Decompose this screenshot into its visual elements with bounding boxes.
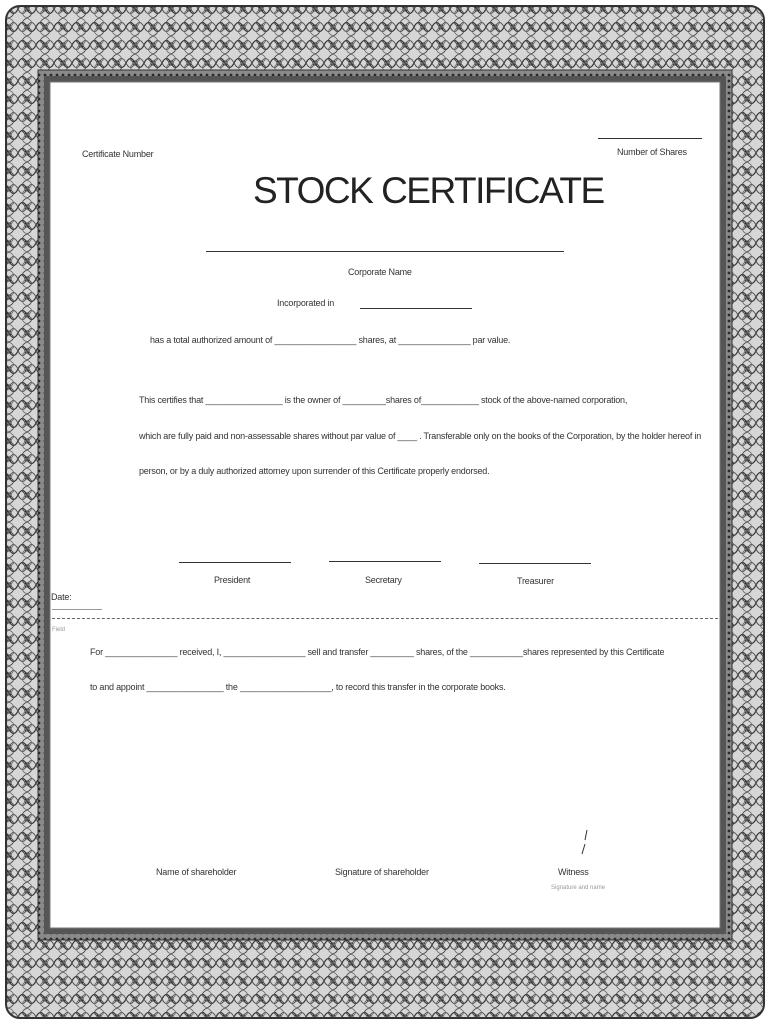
secretary-signature-line[interactable]	[329, 561, 441, 562]
president-signature-line[interactable]	[179, 562, 291, 563]
date-line[interactable]	[52, 609, 102, 610]
certifies-line-2: which are fully paid and non-assessable shares without par value of ____ . Transferable only on the books of the Corporation, by the holder hereof in	[139, 431, 702, 441]
incorporated-in-label: Incorporated in	[277, 298, 335, 308]
number-of-shares-line[interactable]	[598, 138, 702, 139]
page-title: STOCK CERTIFICATE	[253, 170, 604, 211]
certificate-number-label: Certificate Number	[82, 149, 154, 159]
transfer-line-1: For _______________ received, I, _________________ sell and transfer _________ shares, of the ___________shares represented by this Certificate	[90, 647, 665, 657]
authorized-amount-text: has a total authorized amount of _________________ shares, at _______________ par value.	[150, 335, 511, 345]
secretary-label: Secretary	[365, 575, 402, 585]
witness-sub-label: Signature and name	[551, 885, 606, 891]
incorporated-in-line[interactable]	[360, 308, 472, 309]
transfer-line-2: to and appoint ________________ the ___________________, to record this transfer in the corporate books.	[90, 682, 506, 692]
corporate-name-line[interactable]	[206, 251, 564, 252]
witness-label: Witness	[558, 867, 589, 877]
signature-mark-icon	[578, 828, 592, 856]
treasurer-label: Treasurer	[517, 576, 554, 586]
shareholder-name-label: Name of shareholder	[156, 867, 237, 877]
treasurer-signature-line[interactable]	[479, 563, 591, 564]
president-label: President	[214, 575, 251, 585]
number-of-shares-label: Number of Shares	[617, 147, 687, 157]
certifies-line-3: person, or by a duly authorized attorney upon surrender of this Certificate properly endorsed.	[139, 466, 490, 476]
corporate-name-label: Corporate Name	[348, 267, 412, 277]
shareholder-signature-label: Signature of shareholder	[335, 867, 429, 877]
date-label: Date:	[51, 592, 72, 602]
field-label: Field	[52, 627, 66, 633]
cut-line	[52, 618, 718, 619]
certifies-line-1: This certifies that ________________ is the owner of _________shares of____________ stock of the above-named corporation,	[139, 395, 628, 405]
